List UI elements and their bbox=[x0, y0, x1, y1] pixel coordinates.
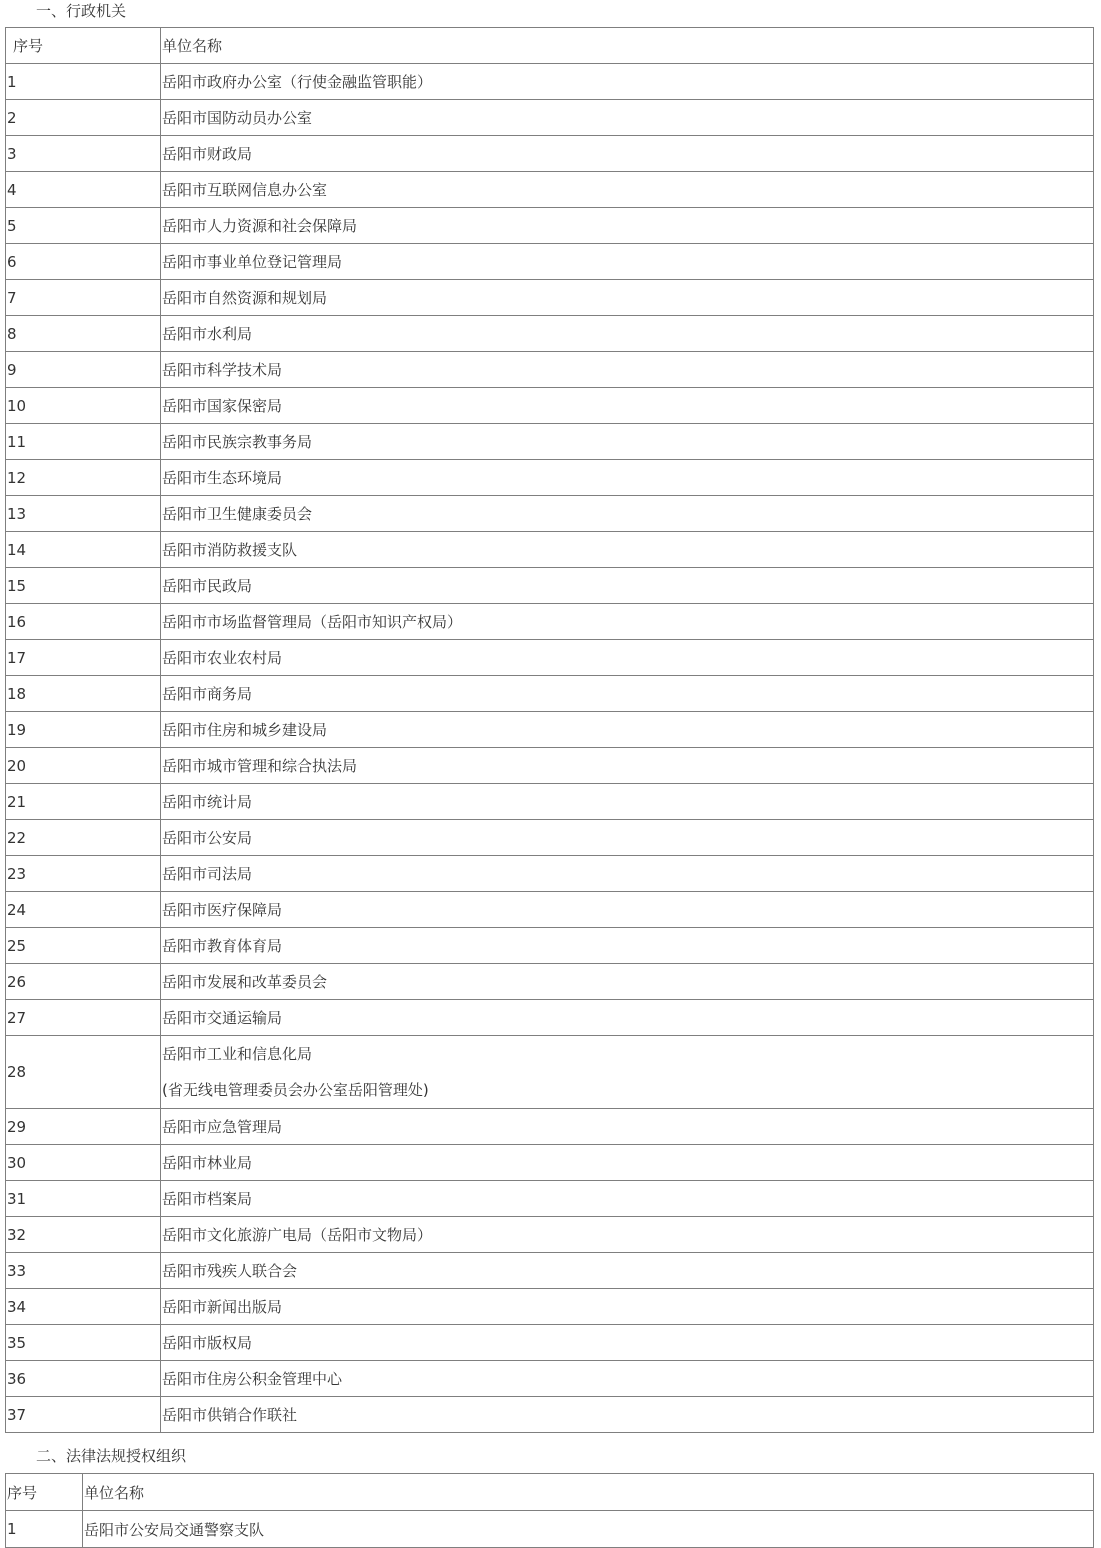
unit-name-cell: 岳阳市新闻出版局 bbox=[161, 1289, 1094, 1325]
unit-name-cell: 岳阳市文化旅游广电局（岳阳市文物局） bbox=[161, 1217, 1094, 1253]
unit-name-cell: 岳阳市政府办公室（行使金融监管职能） bbox=[161, 64, 1094, 100]
serial-number-cell: 1 bbox=[6, 1511, 83, 1548]
unit-name-cell: 岳阳市科学技术局 bbox=[161, 352, 1094, 388]
unit-name-cell: 岳阳市事业单位登记管理局 bbox=[161, 244, 1094, 280]
serial-number-cell: 1 bbox=[6, 64, 161, 100]
unit-name-cell: 岳阳市发展和改革委员会 bbox=[161, 964, 1094, 1000]
unit-name-cell: 岳阳市国防动员办公室 bbox=[161, 100, 1094, 136]
header-serial-number: 序号 bbox=[6, 1474, 83, 1511]
table-row bbox=[6, 64, 1094, 100]
table-row bbox=[6, 172, 1094, 208]
table-row bbox=[6, 532, 1094, 568]
table-row bbox=[6, 136, 1094, 172]
serial-number-cell: 28 bbox=[6, 1036, 161, 1109]
unit-name-cell: 岳阳市林业局 bbox=[161, 1145, 1094, 1181]
table-row bbox=[6, 1397, 1094, 1433]
serial-number-cell: 26 bbox=[6, 964, 161, 1000]
serial-number-cell: 19 bbox=[6, 712, 161, 748]
serial-number-cell: 36 bbox=[6, 1361, 161, 1397]
table-row bbox=[6, 1253, 1094, 1289]
serial-number-cell: 17 bbox=[6, 640, 161, 676]
table-row bbox=[6, 1361, 1094, 1397]
table-row bbox=[6, 100, 1094, 136]
unit-name-cell bbox=[161, 1036, 1094, 1109]
serial-number-cell: 31 bbox=[6, 1181, 161, 1217]
section-heading-authorized-organizations: 二、法律法规授权组织 bbox=[36, 1447, 187, 1465]
unit-name-cell: 岳阳市生态环境局 bbox=[161, 460, 1094, 496]
unit-name-cell: 岳阳市农业农村局 bbox=[161, 640, 1094, 676]
table-row bbox=[6, 1181, 1094, 1217]
table-row bbox=[6, 1325, 1094, 1361]
serial-number-cell: 22 bbox=[6, 820, 161, 856]
unit-name-cell: 岳阳市档案局 bbox=[161, 1181, 1094, 1217]
table-row bbox=[6, 748, 1094, 784]
serial-number-cell: 23 bbox=[6, 856, 161, 892]
table-row bbox=[6, 604, 1094, 640]
unit-name-cell: 岳阳市卫生健康委员会 bbox=[161, 496, 1094, 532]
serial-number-cell: 20 bbox=[6, 748, 161, 784]
table-row bbox=[6, 676, 1094, 712]
table-header-row bbox=[6, 28, 1094, 64]
serial-number-cell: 33 bbox=[6, 1253, 161, 1289]
unit-name-cell: 岳阳市交通运输局 bbox=[161, 1000, 1094, 1036]
unit-name-cell: 岳阳市供销合作联社 bbox=[161, 1397, 1094, 1433]
table-row bbox=[6, 1289, 1094, 1325]
serial-number-cell: 25 bbox=[6, 928, 161, 964]
table-row bbox=[6, 784, 1094, 820]
header-serial-number: 序号 bbox=[6, 28, 161, 64]
serial-number-cell: 27 bbox=[6, 1000, 161, 1036]
unit-name-cell: 岳阳市商务局 bbox=[161, 676, 1094, 712]
unit-name-cell: 岳阳市司法局 bbox=[161, 856, 1094, 892]
serial-number-cell: 3 bbox=[6, 136, 161, 172]
unit-name-cell: 岳阳市统计局 bbox=[161, 784, 1094, 820]
table-row bbox=[6, 640, 1094, 676]
unit-name-cell: 岳阳市公安局交通警察支队 bbox=[83, 1511, 1094, 1548]
table-row bbox=[6, 244, 1094, 280]
table-row bbox=[6, 316, 1094, 352]
unit-name-cell: 岳阳市医疗保障局 bbox=[161, 892, 1094, 928]
unit-name-cell: 岳阳市版权局 bbox=[161, 1325, 1094, 1361]
table-row bbox=[6, 856, 1094, 892]
table-row bbox=[6, 928, 1094, 964]
serial-number-cell: 5 bbox=[6, 208, 161, 244]
serial-number-cell: 32 bbox=[6, 1217, 161, 1253]
table-header-row bbox=[6, 1474, 1094, 1511]
table-row bbox=[6, 496, 1094, 532]
table-row bbox=[6, 1217, 1094, 1253]
administrative-agencies-table bbox=[5, 27, 1094, 1433]
unit-name-line-1: 岳阳市工业和信息化局 bbox=[162, 1045, 313, 1063]
serial-number-cell: 18 bbox=[6, 676, 161, 712]
table-row bbox=[6, 280, 1094, 316]
serial-number-cell: 29 bbox=[6, 1109, 161, 1145]
table-row bbox=[6, 1109, 1094, 1145]
unit-name-cell: 岳阳市消防救援支队 bbox=[161, 532, 1094, 568]
section-heading-administrative-agencies: 一、行政机关 bbox=[36, 2, 127, 20]
table-row bbox=[6, 388, 1094, 424]
unit-name-cell: 岳阳市残疾人联合会 bbox=[161, 1253, 1094, 1289]
serial-number-cell: 2 bbox=[6, 100, 161, 136]
authorized-organizations-table bbox=[5, 1473, 1094, 1548]
header-unit-name: 单位名称 bbox=[83, 1474, 1094, 1511]
unit-name-cell: 岳阳市教育体育局 bbox=[161, 928, 1094, 964]
unit-name-cell: 岳阳市自然资源和规划局 bbox=[161, 280, 1094, 316]
serial-number-cell: 37 bbox=[6, 1397, 161, 1433]
table-row bbox=[6, 568, 1094, 604]
serial-number-cell: 16 bbox=[6, 604, 161, 640]
serial-number-cell: 10 bbox=[6, 388, 161, 424]
unit-name-cell: 岳阳市民政局 bbox=[161, 568, 1094, 604]
table-row bbox=[6, 352, 1094, 388]
header-unit-name: 单位名称 bbox=[161, 28, 1094, 64]
serial-number-cell: 9 bbox=[6, 352, 161, 388]
serial-number-cell: 12 bbox=[6, 460, 161, 496]
unit-name-cell: 岳阳市民族宗教事务局 bbox=[161, 424, 1094, 460]
serial-number-cell: 14 bbox=[6, 532, 161, 568]
serial-number-cell: 21 bbox=[6, 784, 161, 820]
unit-name-cell: 岳阳市财政局 bbox=[161, 136, 1094, 172]
serial-number-cell: 35 bbox=[6, 1325, 161, 1361]
table-row bbox=[6, 460, 1094, 496]
serial-number-cell: 24 bbox=[6, 892, 161, 928]
unit-name-cell: 岳阳市国家保密局 bbox=[161, 388, 1094, 424]
table-row bbox=[6, 208, 1094, 244]
unit-name-line-2: (省无线电管理委员会办公室岳阳管理处) bbox=[162, 1081, 429, 1099]
unit-name-cell: 岳阳市应急管理局 bbox=[161, 1109, 1094, 1145]
table-row bbox=[6, 1511, 1094, 1548]
table-row bbox=[6, 1036, 1094, 1109]
table-row bbox=[6, 424, 1094, 460]
serial-number-cell: 4 bbox=[6, 172, 161, 208]
unit-name-cell: 岳阳市城市管理和综合执法局 bbox=[161, 748, 1094, 784]
unit-name-cell: 岳阳市互联网信息办公室 bbox=[161, 172, 1094, 208]
serial-number-cell: 34 bbox=[6, 1289, 161, 1325]
unit-name-cell: 岳阳市人力资源和社会保障局 bbox=[161, 208, 1094, 244]
unit-name-cell: 岳阳市住房和城乡建设局 bbox=[161, 712, 1094, 748]
table-row bbox=[6, 712, 1094, 748]
serial-number-cell: 8 bbox=[6, 316, 161, 352]
unit-name-cell: 岳阳市市场监督管理局（岳阳市知识产权局） bbox=[161, 604, 1094, 640]
unit-name-cell: 岳阳市住房公积金管理中心 bbox=[161, 1361, 1094, 1397]
serial-number-cell: 6 bbox=[6, 244, 161, 280]
unit-name-cell: 岳阳市公安局 bbox=[161, 820, 1094, 856]
table-row bbox=[6, 964, 1094, 1000]
table-row bbox=[6, 1145, 1094, 1181]
serial-number-cell: 30 bbox=[6, 1145, 161, 1181]
unit-name-cell: 岳阳市水利局 bbox=[161, 316, 1094, 352]
table-row bbox=[6, 1000, 1094, 1036]
table-row bbox=[6, 820, 1094, 856]
serial-number-cell: 15 bbox=[6, 568, 161, 604]
serial-number-cell: 13 bbox=[6, 496, 161, 532]
serial-number-cell: 7 bbox=[6, 280, 161, 316]
serial-number-cell: 11 bbox=[6, 424, 161, 460]
table-row bbox=[6, 892, 1094, 928]
